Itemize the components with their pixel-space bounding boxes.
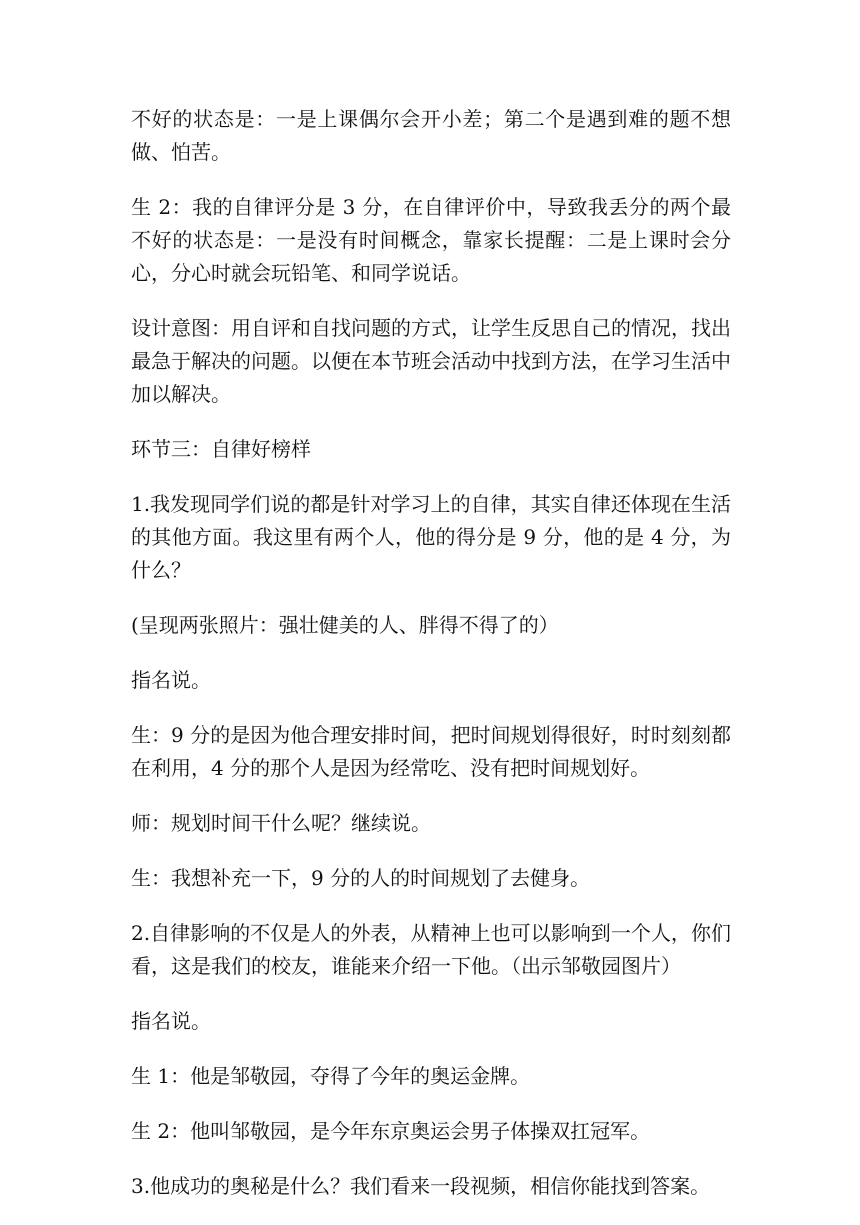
paragraph-bad-states-continued: 不好的状态是：一是上课偶尔会开小差；第二个是遇到难的题不想做、怕苦。	[131, 107, 731, 164]
paragraph-student-supplement: 生：我想补充一下，9 分的人的时间规划了去健身。	[131, 866, 591, 890]
paragraph-student1-answer: 生 1：他是邹敬园，夺得了今年的奥运金牌。	[131, 1064, 531, 1088]
paragraph-student2-self-score: 生 2：我的自律评分是 3 分，在自律评价中，导致我丢分的两个最不好的状态是：一是没有时间概念，靠家长提醒：二是上课时会分心，分心时就会玩铅笔、和同学说话。	[131, 195, 731, 285]
paragraph-design-intent: 设计意图：用自评和自找问题的方式，让学生反思自己的情况，找出最急于解决的问题。以便在本节班会活动中找到方法，在学习生活中加以解决。	[131, 316, 731, 406]
paragraph-item-2: 2.自律影响的不仅是人的外表，从精神上也可以影响到一个人，你们看，这是我们的校友，谁能来介绍一下他。（出示邹敬园图片）	[131, 921, 731, 978]
paragraph-photo-note: (呈现两张照片：强壮健美的人、胖得不得了的）	[131, 613, 559, 637]
paragraph-item-1: 1.我发现同学们说的都是针对学习上的自律，其实自律还体现在生活的其他方面。我这里有两个人，他的得分是 9 分，他的是 4 分，为什么？	[131, 492, 731, 582]
paragraph-teacher-question: 师：规划时间干什么呢？继续说。	[131, 811, 431, 835]
paragraph-call-on-students-1: 指名说。	[131, 668, 211, 692]
paragraph-item-3: 3.他成功的奥秘是什么？我们看来一段视频，相信你能找到答案。	[131, 1174, 711, 1198]
paragraph-student2-answer: 生 2：他叫邹敬园，是今年东京奥运会男子体操双扛冠军。	[131, 1119, 651, 1143]
paragraph-student-answer: 生：9 分的是因为他合理安排时间，把时间规划得很好，时时刻刻都在利用，4 分的那个人是因为经常吃、没有把时间规划好。	[131, 723, 731, 780]
document-body	[131, 103, 731, 1225]
paragraph-call-on-students-2: 指名说。	[131, 1009, 211, 1033]
section-heading-step-three: 环节三：自律好榜样	[131, 437, 311, 461]
